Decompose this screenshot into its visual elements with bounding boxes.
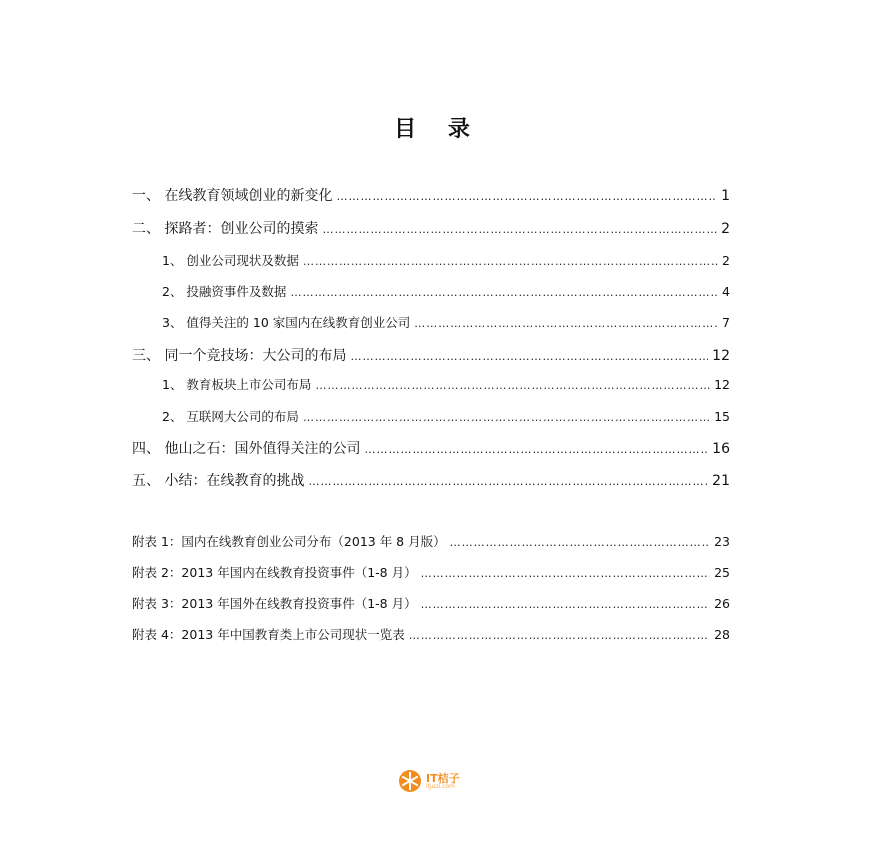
toc-entry-label: 三、 同一个竞技场：大公司的布局 [132, 348, 347, 364]
appendix-page: 25 [714, 565, 730, 580]
leader-dots [421, 598, 710, 611]
logo-name: IT桔子 [426, 771, 460, 785]
toc-entry-page: 1 [721, 188, 730, 204]
toc-entry-label: 2、 投融资事件及数据 [162, 284, 287, 299]
toc-subentry[interactable] [132, 313, 730, 331]
toc-entry-label: 1、 教育板块上市公司布局 [162, 377, 312, 392]
appendix-page: 26 [714, 596, 730, 611]
logo-url: itjuzi.com [426, 782, 456, 790]
toc-entry-page: 12 [712, 348, 730, 364]
leader-dots [290, 286, 718, 299]
appendix-label: 附表 3：2013 年国外在线教育投资事件（1-8 月） [132, 596, 417, 611]
toc-entry[interactable] [132, 185, 730, 205]
toc-subentry[interactable] [132, 407, 730, 425]
toc-entry[interactable] [132, 438, 730, 458]
leader-dots [409, 629, 710, 642]
appendix-label: 附表 4：2013 年中国教育类上市公司现状一览表 [132, 627, 405, 642]
toc-entry-page: 2 [721, 221, 730, 237]
toc-entry-label: 五、 小结：在线教育的挑战 [132, 473, 305, 489]
toc-entry-page: 2 [722, 253, 730, 268]
toc-entry-label: 1、 创业公司现状及数据 [162, 253, 299, 268]
leader-dots [303, 255, 718, 268]
toc-entry-page: 16 [712, 441, 730, 457]
orange-slice-icon [399, 770, 421, 792]
appendix-entry[interactable] [132, 532, 730, 550]
toc-entry-label: 二、 探路者：创业公司的摸索 [132, 221, 319, 237]
leader-dots [303, 411, 710, 424]
toc-entry-page: 4 [722, 284, 730, 299]
leader-dots [364, 443, 708, 456]
toc-entry[interactable] [132, 345, 730, 365]
leader-dots [450, 536, 710, 549]
leader-dots [336, 190, 717, 203]
toc-entry[interactable] [132, 218, 730, 238]
appendix-page: 23 [714, 534, 730, 549]
appendix-entry[interactable] [132, 563, 730, 581]
toc-entry-label: 3、 值得关注的 10 家国内在线教育创业公司 [162, 315, 411, 330]
leader-dots [308, 475, 708, 488]
page-title: 目 录 [394, 117, 482, 142]
appendix-entry[interactable] [132, 625, 730, 643]
toc-subentry[interactable] [132, 375, 730, 393]
leader-dots [421, 567, 710, 580]
leader-dots [315, 379, 710, 392]
toc-entry-page: 12 [714, 377, 730, 392]
appendix-page: 28 [714, 627, 730, 642]
logo-text [426, 773, 460, 790]
toc-subentry[interactable] [132, 282, 730, 300]
brand-logo [399, 769, 479, 793]
toc-entry-page: 7 [722, 315, 730, 330]
appendix-label: 附表 1：国内在线教育创业公司分布（2013 年 8 月版） [132, 534, 446, 549]
toc-subentry[interactable] [132, 251, 730, 269]
toc-entry-page: 15 [714, 409, 730, 424]
leader-dots [350, 350, 708, 363]
toc-entry-label: 一、 在线教育领域创业的新变化 [132, 188, 333, 204]
leader-dots [322, 223, 717, 236]
toc-entry-label: 2、 互联网大公司的布局 [162, 409, 299, 424]
toc-entry-page: 21 [712, 473, 730, 489]
leader-dots [414, 317, 718, 330]
appendix-entry[interactable] [132, 594, 730, 612]
toc-entry[interactable] [132, 470, 730, 490]
appendix-label: 附表 2：2013 年国内在线教育投资事件（1-8 月） [132, 565, 417, 580]
toc-entry-label: 四、 他山之石：国外值得关注的公司 [132, 441, 361, 457]
